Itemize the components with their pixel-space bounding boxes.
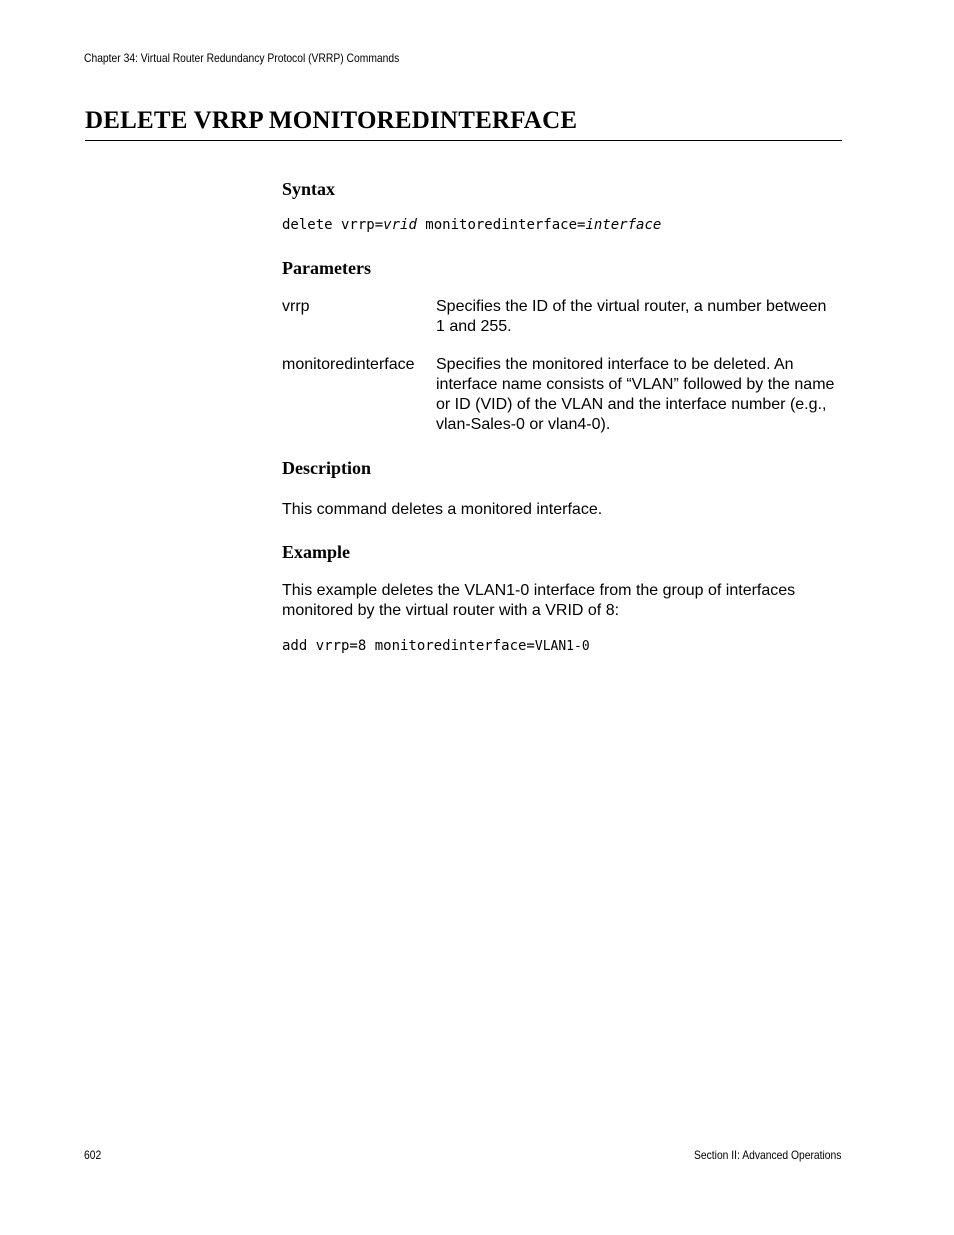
syntax-heading: Syntax [282, 179, 336, 199]
param-name-monitoredinterface: monitoredinterface [282, 356, 415, 373]
example-command-value: VLAN1-0 [534, 639, 590, 654]
title-rule [85, 140, 842, 141]
example-heading: Example [282, 542, 351, 562]
parameters-heading: Parameters [282, 258, 371, 278]
param-desc-vrrp: Specifies the ID of the virtual router, a number between 1 and 255. [436, 298, 827, 335]
param-name-vrrp: vrrp [282, 298, 310, 315]
syntax-arg-interface: interface [585, 217, 662, 233]
param-desc-monitoredinterface: Specifies the monitored interface to be deleted. An interface name consists of “VLAN” followed by the name or ID (VID) of the VLAN and the interface number (e.g., vlan-Sales-0 or vlan4-0). [436, 356, 835, 433]
example-command-text: add vrrp=8 monitoredinterface= [282, 638, 535, 654]
syntax-command-text: delete vrrp= [282, 217, 384, 233]
description-heading: Description [282, 458, 371, 478]
page-title: DELETE VRRP MONITOREDINTERFACE [85, 107, 578, 134]
description-text: This command deletes a monitored interface. [282, 501, 603, 518]
syntax-command [282, 217, 661, 233]
page-number: 602 [84, 1148, 102, 1162]
syntax-command-text-2: monitoredinterface= [416, 217, 586, 233]
syntax-arg-vrid: vrid [383, 217, 417, 233]
footer-section: Section II: Advanced Operations [693, 1148, 841, 1162]
running-header: Chapter 34: Virtual Router Redundancy Protocol (VRRP) Commands [84, 51, 400, 65]
example-text: This example deletes the VLAN1-0 interface from the group of interfaces monitored by the virtual router with a VRID of 8: [282, 582, 796, 619]
example-command [282, 638, 590, 654]
